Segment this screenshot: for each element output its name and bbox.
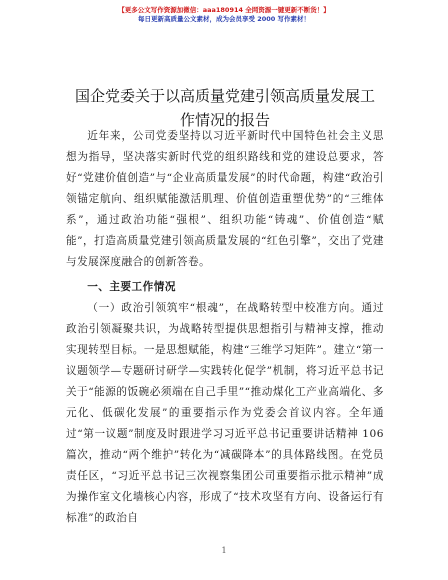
page-number: 1 xyxy=(221,546,227,555)
title-line-1: 国企党委关于以高质量党建引领高质量发展工 xyxy=(74,87,375,105)
section-paragraph: （一）政治引领筑牢“根魂”，在战略转型中校准方向。通过政治引领凝聚共识，为战略转型提供思想指引与精神支撑，推动实现转型目标。一是思想赋能，构建“三维学习矩阵”。建立“第一议题领学—专题研讨研学—实践转化促学”机制，将习近平总书记关于“能源的饭碗必须端在自己手里”“推动煤化工产业高端化、多元化、低碳化发展”的重要指示作为党委会首议内容。全年通过“第一议题”制度及时跟进学习习近平总书记重要讲话精神 106 篇次，推动“两个维护”转化为“减碳降本”的具体路线图。在党员责任区，“习近平总书记三次视察集团公司重要指示批示精神”成为操作室文化墙核心内容，形成了“技术攻坚有方向、设备运行有标准”的政治自 xyxy=(66,302,384,524)
section-heading: 一、主要工作情况 xyxy=(87,281,176,293)
intro-paragraph: 近年来，公司党委坚持以习近平新时代中国特色社会主义思想为指导，坚决落实新时代党的组织路线和党的建设总要求，答好“党建价值创造”与“企业高质量发展”的时代命题，构建“政治引领锚定航向、组织赋能激活肌理、价值创造重塑优势”的“三维体系”，通过政治功能“强根”、组织功能“铸魂”、价值创造“赋能”，打造高质量党建引领高质量发展的“红色引擎”，交出了党建与发展深度融合的创新答卷。 xyxy=(66,130,385,268)
document-title xyxy=(60,84,390,132)
title-line-2: 作情况的报告 xyxy=(179,111,270,129)
document-body xyxy=(66,126,384,529)
banner-member-line: 每日更新高质量公文素材，成为会员享受 2000 写作素材！ xyxy=(137,15,311,23)
banner-promo-line: 【更多公文写作资源加微信：aaa180914 全网资源一键更新不断货！】 xyxy=(118,6,330,14)
header-banner xyxy=(0,6,448,24)
